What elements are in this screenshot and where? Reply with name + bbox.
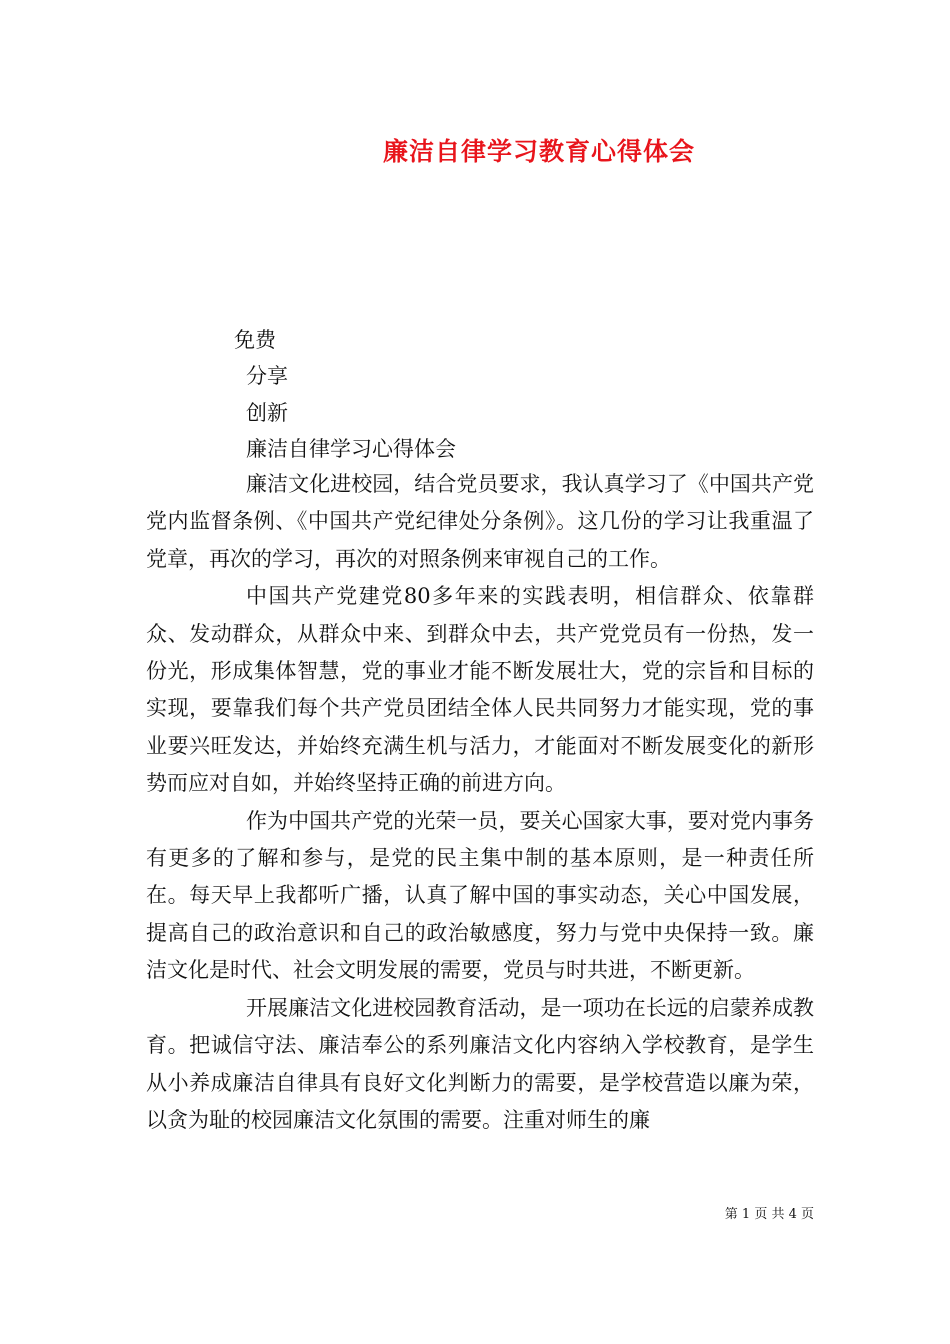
paragraph-2: 中国共产党建党80多年来的实践表明，相信群众、依靠群众、发动群众，从群众中来、到群众中去，共产党党员有一份热，发一份光，形成集体智慧，党的事业才能不断发展壮大，党的宗旨和目标的实现，要靠我们每个共产党员团结全体人民共同努力才能实现，党的事业要兴旺发达，并始终充满生机与活力，才能面对不断发展变化的新形势而应对自如，并始终坚持正确的前进方向。 xyxy=(146,584,814,796)
paragraph-1: 廉洁文化进校园，结合党员要求，我认真学习了《中国共产党党内监督条例、《中国共产党纪律处分条例》。这几份的学习让我重温了党章，再次的学习，再次的对照条例来审视自己的工作。 xyxy=(146,472,814,571)
document-body xyxy=(146,466,814,1139)
page-indicator: 第 1 页 共 4 页 xyxy=(724,1207,814,1222)
paragraph-3: 作为中国共产党的光荣一员，要关心国家大事，要对党内事务有更多的了解和参与，是党的民主集中制的基本原则，是一种责任所在。每天早上我都听广播，认真了解中国的事实动态，关心中国发展，提高自己的政治意识和自己的政治敏感度，努力与党中央保持一致。廉洁文化是时代、社会文明发展的需要，党员与时共进，不断更新。 xyxy=(146,808,814,983)
document-subtitle: 廉洁自律学习心得体会 xyxy=(246,437,456,461)
document-title: 廉洁自律学习教育心得体会 xyxy=(382,137,695,166)
line-free: 免费 xyxy=(234,328,276,352)
paragraph-4: 开展廉洁文化进校园教育活动，是一项功在长远的启蒙养成教育。把诚信守法、廉洁奉公的系列廉洁文化内容纳入学校教育，是学生从小养成廉洁自律具有良好文化判断力的需要，是学校营造以廉为荣，以贪为耻的校园廉洁文化氛围的需要。注重对师生的廉 xyxy=(146,995,814,1132)
line-share: 分享 xyxy=(246,364,288,388)
line-innovate: 创新 xyxy=(246,401,288,425)
